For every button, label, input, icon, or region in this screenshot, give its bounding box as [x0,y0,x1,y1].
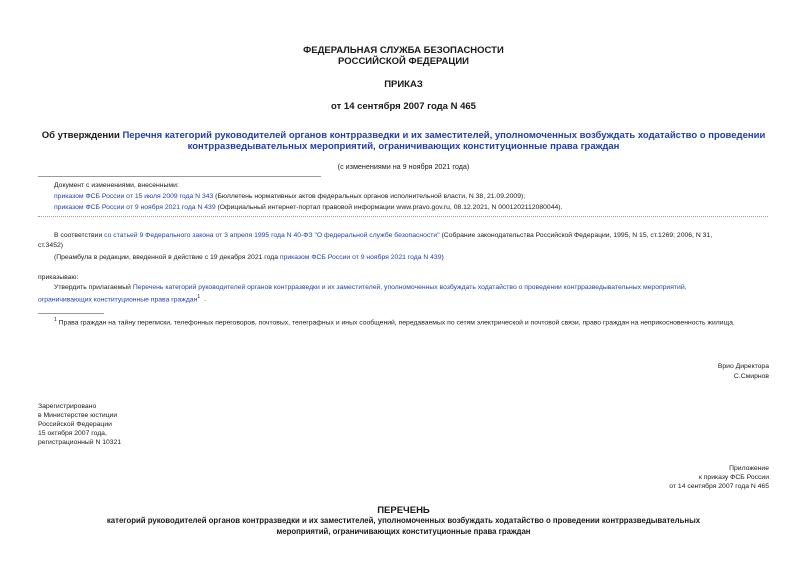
footnote-marker: 1 [54,317,57,323]
changes-bottom-rule [38,216,768,217]
registration-line: регистрационный N 10321 [38,439,122,446]
signature-name: С.Смирнов [733,373,769,380]
footnote-text: Права граждан на тайну переписки, телефонных переговоров, почтовых, телеграфных и иных сообщений, передаваемых по сетям электрической и почтовой связи, право граждан на неприкосновенность жилища. [56,319,735,327]
list-title: ПЕРЕЧЕНЬ [377,505,430,516]
footnote-rule [38,313,104,314]
edition-note: (с изменениями на 9 ноября 2021 года) [337,162,470,171]
title-link-cont[interactable]: контрразведывательных мероприятий, ограничивающих конституционные права граждан [187,141,620,152]
order-command: приказываю: [38,274,79,281]
order-approve-end: . [204,296,207,304]
changes-heading: Документ с изменениями, внесенными: [54,182,179,189]
appendix-line-3: от 14 сентября 2007 года N 465 [669,483,769,490]
registration-line: Зарегистрировано [38,403,97,410]
changes-top-rule [38,176,321,177]
footnote-ref: 1 [197,294,201,300]
registration-line: 15 октября 2007 года, [38,430,107,437]
preamble-rest: (Собрание законодательства Российской Федерации, 1995, N 15, ст.1269; 2006, N 31, [439,232,713,239]
order-list-link[interactable]: Перечень категорий руководителей органов контрразведки и их заместителей, уполномоченных возбуждать ходатайство о проведении контрразведывательных мероприятий, [132,284,687,291]
title-line-2 [0,141,807,152]
order-approve-line-1 [54,283,768,292]
order-approve-start: Утвердить прилагаемый [54,284,133,291]
change-item-2 [54,203,562,212]
change-item-1 [54,192,525,201]
appendix-block [669,464,769,491]
preamble-note-end: ) [441,254,444,261]
order-list-link-cont[interactable]: ограничивающих конституционные права граждан [38,296,198,304]
preamble-line-1 [54,231,768,240]
footnote [54,316,735,327]
agency-line-2: РОССИЙСКОЙ ФЕДЕРАЦИИ [337,56,469,67]
title-line-1 [0,130,807,141]
change-item-2-link[interactable]: приказом ФСБ России от 9 ноября 2021 года N 439 [54,204,216,211]
change-item-1-link[interactable]: приказом ФСБ России от 15 июля 2009 года N 343 [54,193,214,200]
preamble-note-link[interactable]: приказом ФСБ России от 9 ноября 2021 года N 439 [279,254,442,261]
title-link[interactable]: Перечня категорий руководителей органов контрразведки и их заместителей, уполномоченных возбуждать ходатайство о проведении [122,130,766,141]
preamble-start: В соответствии [54,232,105,239]
registration-line: Российской Федерации [38,421,112,428]
change-item-2-text: (Официальный интернет-портал правовой информации www.pravo.gov.ru, 08.12.2021, N 0001202112080044). [215,204,563,211]
list-subtitle-line-2: мероприятий, ограничивающих конституционные права граждан [276,527,531,536]
change-item-1-text: (Бюллетень нормативных актов федеральных органов исполнительной власти, N 38, 21.09.2009); [213,193,526,200]
list-subtitle-line-1: категорий руководителей органов контрразведки и их заместителей, уполномоченных возбуждать ходатайство о проведении контрразведывательных [106,516,701,525]
doc-type: ПРИКАЗ [384,79,423,90]
signature-position: Врио Директора [717,363,769,370]
preamble-note [54,253,444,262]
preamble-law-link[interactable]: со статьей 9 Федерального закона от 3 апреля 1995 года N 40-ФЗ "О федеральной службе безопасности" [104,232,440,239]
preamble-line-2: ст.3452) [38,242,64,249]
preamble-note-text: (Преамбула в редакции, введенной в действие с 19 декабря 2021 года [54,254,280,261]
registration-line: в Министерстве юстиции [38,412,118,419]
doc-date-number: от 14 сентября 2007 года N 465 [331,101,476,112]
registration-block [38,402,121,447]
title-prefix: Об утверждении [41,130,123,141]
agency-line-1: ФЕДЕРАЛЬНАЯ СЛУЖБА БЕЗОПАСНОСТИ [303,45,504,56]
appendix-line-2: к приказу ФСБ России [698,474,769,481]
appendix-line-1: Приложение [729,465,769,472]
order-approve-line-2 [38,293,206,304]
